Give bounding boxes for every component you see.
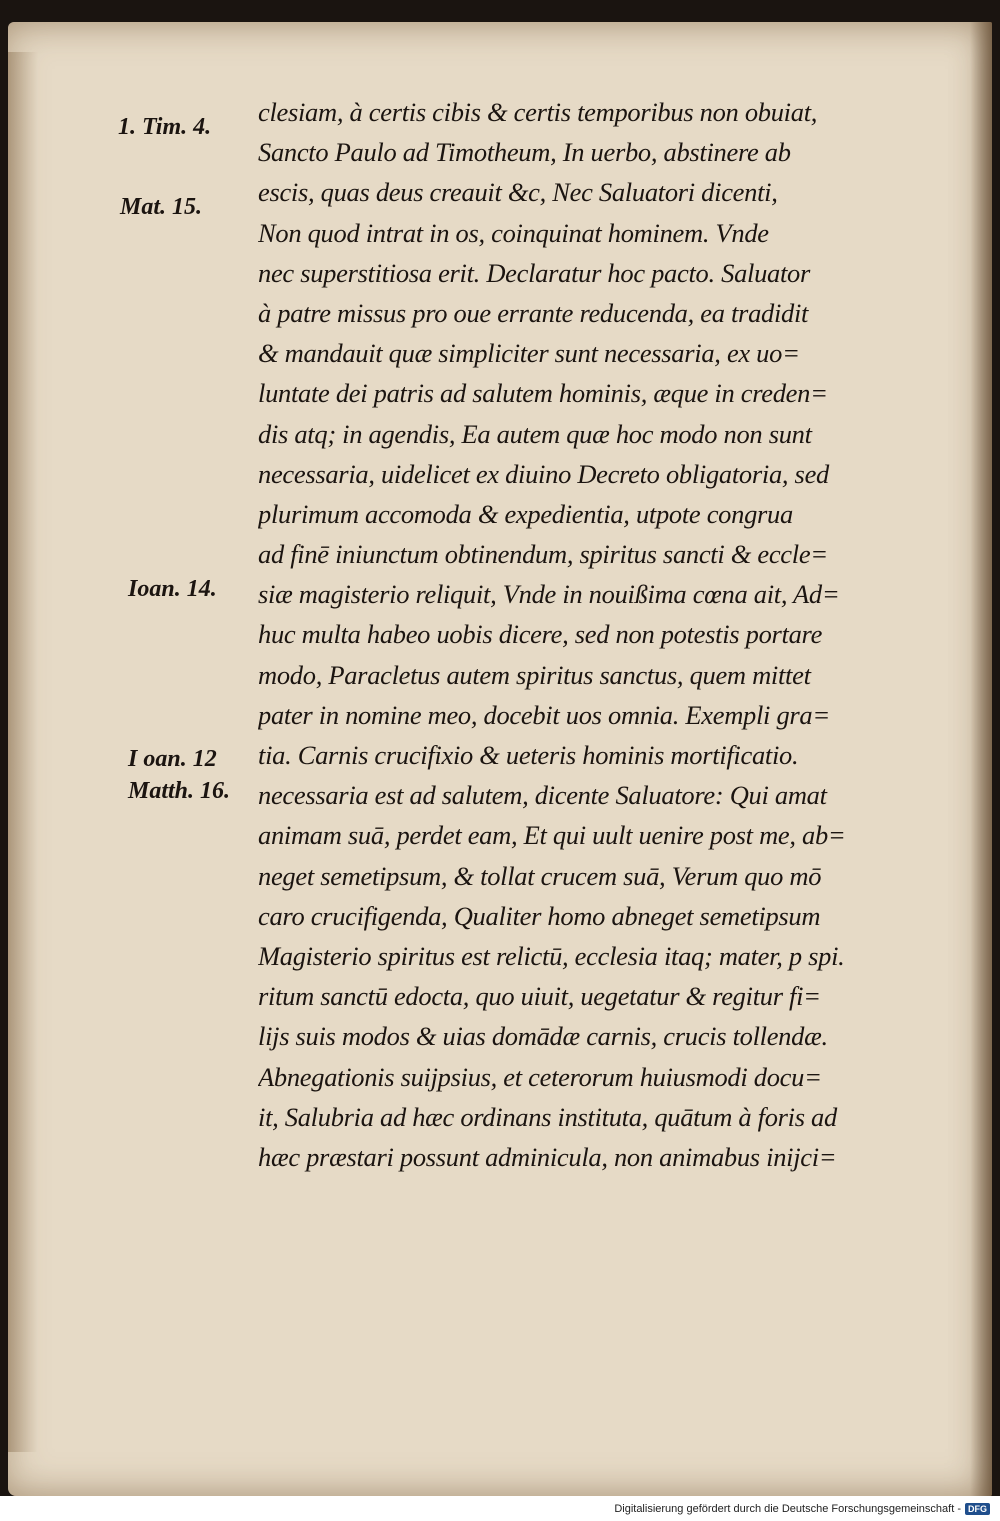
text-line: dis atq; in agendis, Ea autem quæ hoc modo non sunt (258, 418, 812, 449)
text-line: & mandauit quæ simpliciter sunt necessaria, ex uo= (258, 338, 800, 369)
margin-note-ioan14: Ioan. 14. (128, 576, 217, 602)
text-line: luntate dei patris ad salutem hominis, æque in creden= (258, 378, 828, 409)
margin-note-ioan12: I oan. 12 (128, 746, 217, 772)
text-line: siæ magisterio reliquit, Vnde in nouißima cœna ait, Ad= (258, 579, 840, 610)
text-line: lijs suis modos & uias domādæ carnis, crucis tollendæ. (258, 1021, 828, 1052)
text-line: modo, Paracletus autem spiritus sanctus, quem mittet (258, 659, 811, 690)
book-page (8, 22, 992, 1496)
text-line: neget semetipsum, & tollat crucem suā, Verum quo mō (258, 860, 822, 891)
text-line: à patre missus pro oue errante reducenda, ea tradidit (258, 297, 809, 328)
margin-note-matth16: Matth. 16. (128, 778, 231, 804)
page-shadow-right (970, 22, 992, 1496)
text-line: Magisterio spiritus est relictū, ecclesia itaq; mater, p spi. (258, 940, 845, 971)
text-line: tia. Carnis crucifixio & ueteris hominis mortificatio. (258, 740, 799, 770)
text-line: necessaria, uidelicet ex diuino Decreto obligatoria, sed (258, 458, 829, 489)
text-line: Abnegationis suijpsius, et ceterorum huiusmodi docu= (258, 1061, 822, 1092)
text-line: huc multa habeo uobis dicere, sed non potestis portare (258, 619, 823, 650)
text-line: caro crucifigenda, Qualiter homo abneget semetipsum (258, 900, 821, 931)
text-line: hæc præstari possunt adminicula, non animabus inijci= (258, 1141, 837, 1172)
text-line: necessaria est ad salutem, dicente Saluatore: Qui amat (258, 780, 827, 811)
text-line: Sancto Paulo ad Timotheum, In uerbo, abstinere ab (258, 137, 791, 168)
margin-note-mat: Mat. 15. (120, 194, 203, 220)
text-line: pater in nomine meo, docebit uos omnia. Exempli gra= (258, 699, 830, 730)
text-line: Non quod intrat in os, coinquinat hominem. Vnde (258, 217, 769, 248)
body-text (258, 92, 928, 1177)
text-line: nec superstitiosa erit. Declaratur hoc pacto. Saluator (258, 257, 811, 288)
text-line: plurimum accomoda & expedientia, utpote congrua (258, 498, 793, 529)
text-line: animam suā, perdet eam, Et qui uult uenire post me, ab= (258, 820, 846, 851)
text-line: ritum sanctū edocta, quo uiuit, uegetatur & regitur fi= (258, 981, 821, 1012)
text-line: clesiam, à certis cibis & certis temporibus non obuiat, (258, 97, 818, 127)
text-line: ad finē iniunctum obtinendum, spiritus sancti & eccle= (258, 539, 828, 570)
footer-bar (0, 1496, 1000, 1521)
page-shadow-left (8, 52, 38, 1452)
footer-credit: Digitalisierung gefördert durch die Deutsche Forschungsgemeinschaft - (614, 1502, 961, 1515)
text-line: escis, quas deus creauit &c, Nec Saluatori dicenti, (258, 177, 778, 208)
dfg-logo: DFG (965, 1503, 990, 1515)
text-line: it, Salubria ad hæc ordinans instituta, quātum à foris ad (258, 1101, 837, 1132)
margin-note-tim: 1. Tim. 4. (118, 114, 212, 140)
